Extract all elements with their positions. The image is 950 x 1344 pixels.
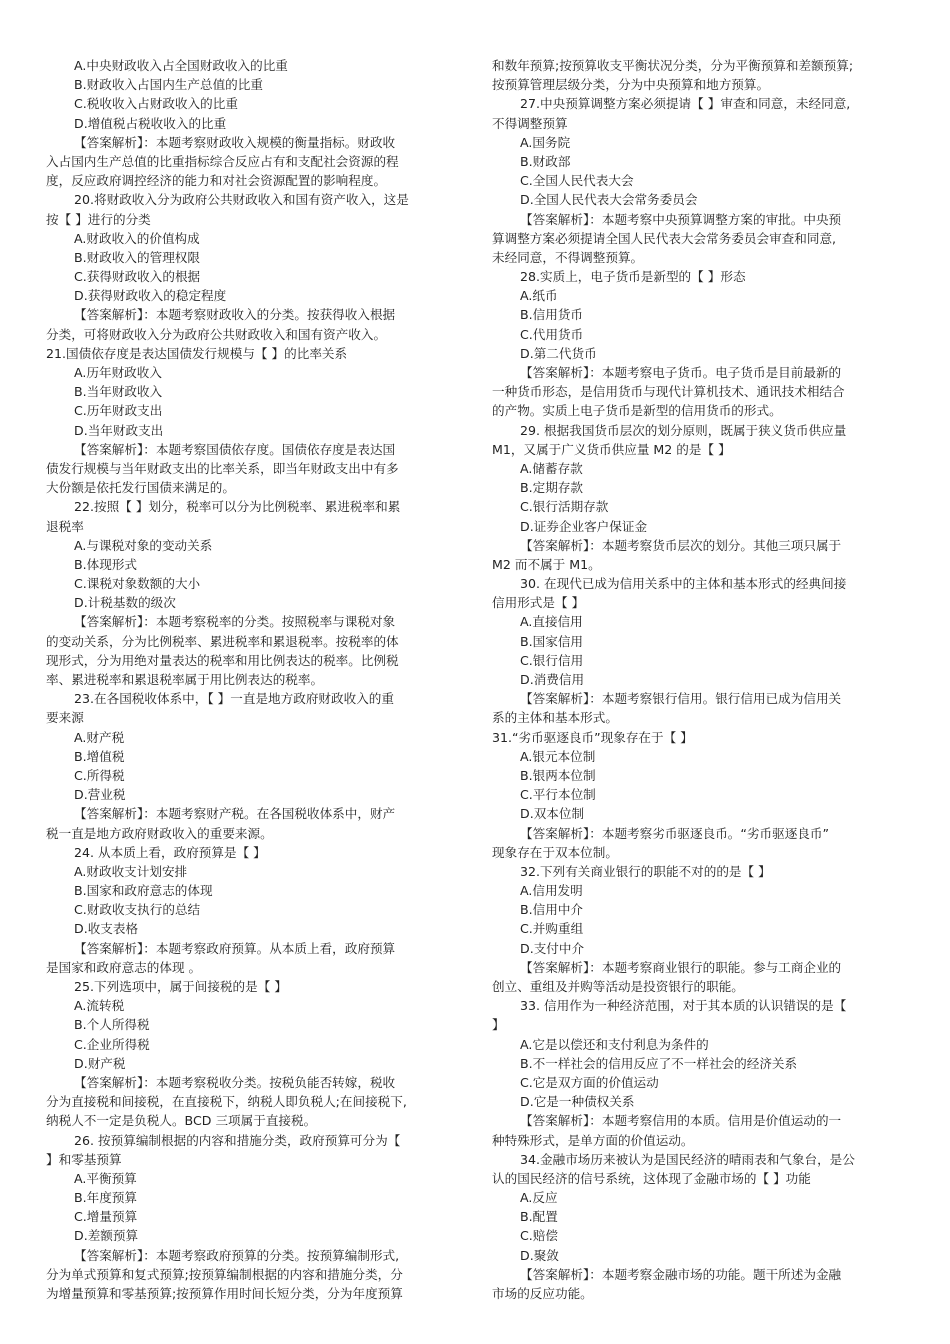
text-line: A.直接信用 xyxy=(520,614,583,630)
text-line: 【答案解析】：本题考察金融市场的功能。题干所述为金融 xyxy=(520,1266,842,1282)
text-line: D.当年财政支出 xyxy=(74,422,164,438)
text-line: C.赔偿 xyxy=(520,1228,558,1244)
text-line: 入占国内生产总值的比重指标综合反应占有和支配社会资源的程 xyxy=(46,153,399,169)
text-line: 【答案解析】：本题考察政府预算的分类。按预算编制形式, xyxy=(74,1247,400,1263)
text-line: 税一直是地方政府财政收入的重要来源。 xyxy=(46,825,273,841)
text-line: 】和零基预算 xyxy=(46,1151,122,1167)
text-line: 【答案解析】：本题考察财政收入的分类。按获得收入根据 xyxy=(74,307,396,323)
text-line: D.聚敛 xyxy=(520,1247,559,1263)
text-line: M2 而不属于 M1。 xyxy=(492,556,601,572)
text-line: A.财政收入的价值构成 xyxy=(74,230,200,246)
text-line: A.银元本位制 xyxy=(520,748,596,764)
text-line: 现象存在于双本位制。 xyxy=(492,844,618,860)
text-line: 一种货币形态，是信用货币与现代计算机技术、通讯技术相结合 xyxy=(492,384,845,400)
text-line: 【答案解析】：本题考察信用的本质。信用是价值运动的一 xyxy=(520,1113,842,1129)
text-line: 33. 信用作为一种经济范围，对于其本质的认识错误的是【 xyxy=(520,998,847,1014)
text-line: D.财产税 xyxy=(74,1055,126,1071)
text-line: C.税收收入占财政收入的比重 xyxy=(74,96,238,112)
text-line: B.信用中介 xyxy=(520,902,584,918)
text-line: C.银行信用 xyxy=(520,652,584,668)
text-line: 不得调整预算 xyxy=(492,115,568,131)
text-line: B.财政部 xyxy=(520,153,571,169)
text-line: A.它是以偿还和支付利息为条件的 xyxy=(520,1036,709,1052)
text-line: 退税率 xyxy=(46,518,84,534)
text-line: 【答案解析】：本题考察货币层次的划分。其他三项只属于 xyxy=(520,537,842,553)
text-line: A.反应 xyxy=(520,1190,558,1206)
text-line: 市场的反应功能。 xyxy=(492,1286,593,1301)
text-line: 【答案解析】：本题考察税收分类。按税负能否转嫁，税收 xyxy=(74,1074,396,1090)
text-line: 系的主体和基本形式。 xyxy=(492,710,618,726)
text-line: 【答案解析】：本题考察银行信用。银行信用已成为信用关 xyxy=(520,691,842,707)
text-line: A.储蓄存款 xyxy=(520,460,583,476)
text-line: C.全国人民代表大会 xyxy=(520,173,634,189)
right-column xyxy=(492,56,906,1303)
text-line: D.获得财政收入的稳定程度 xyxy=(74,288,227,304)
text-line: A.流转税 xyxy=(74,998,125,1014)
text-line: C.历年财政支出 xyxy=(74,403,163,419)
text-line: B.不一样社会的信用反应了不一样社会的经济关系 xyxy=(520,1055,798,1071)
text-line: C.平行本位制 xyxy=(520,787,596,803)
text-line: 【答案解析】：本题考察政府预算。从本质上看，政府预算 xyxy=(74,940,396,956)
text-line: C.获得财政收入的根据 xyxy=(74,269,201,285)
text-line: A.与课税对象的变动关系 xyxy=(74,537,213,553)
text-line: B.信用货币 xyxy=(520,307,584,323)
text-line: D.营业税 xyxy=(74,787,126,803)
text-line: 度，反应政府调控经济的能力和对社会资源配置的影响程度。 xyxy=(46,173,387,189)
text-line: A.国务院 xyxy=(520,134,571,150)
text-line: D.证券企业客户保证金 xyxy=(520,518,648,534)
text-line: 为增量预算和零基预算;按预算作用时间长短分类，分为年度预算 xyxy=(46,1286,403,1301)
text-line: C.银行活期存款 xyxy=(520,499,609,515)
text-line: D.支付中介 xyxy=(520,940,585,956)
text-line: D.增值税占税收收入的比重 xyxy=(74,115,227,131)
text-line: 【答案解析】：本题考察财政收入规模的衡量指标。财政收 xyxy=(74,134,396,150)
text-line: B.体现形式 xyxy=(74,556,138,572)
text-line: A.纸币 xyxy=(520,288,558,304)
text-line: 认的国民经济的信号系统，这体现了金融市场的【 】功能 xyxy=(492,1170,811,1186)
text-line: D.它是一种债权关系 xyxy=(520,1094,635,1110)
text-line: A.平衡预算 xyxy=(74,1170,137,1186)
text-line: 债发行规模与当年财政支出的比率关系，即当年财政支出中有多 xyxy=(46,460,399,476)
text-line: 分为直接税和间接税，在直接税下，纳税人即负税人;在间接税下, xyxy=(46,1094,407,1110)
text-line: 【答案解析】：本题考察财产税。在各国税收体系中，财产 xyxy=(74,806,396,822)
text-line: A.信用发明 xyxy=(520,883,583,899)
text-line: 【答案解析】：本题考察劣币驱逐良币。“劣币驱逐良币” xyxy=(520,825,829,841)
text-line: 大份额是依托发行国债来满足的。 xyxy=(46,480,235,496)
text-line: 23.在各国税收体系中，【 】一直是地方政府财政收入的重 xyxy=(74,691,394,707)
text-line: 【答案解析】：本题考察商业银行的职能。参与工商企业的 xyxy=(520,959,842,975)
text-line: 和数年预算;按预算收支平衡状况分类，分为平衡预算和差额预算; xyxy=(492,58,854,73)
text-line: 20.将财政收入分为政府公共财政收入和国有资产收入，这是 xyxy=(74,192,409,208)
text-line: 现形式，分为用绝对量表达的税率和用比例表达的税率。比例税 xyxy=(46,652,399,668)
text-line: B.国家和政府意志的体现 xyxy=(74,883,213,899)
text-line: 28.实质上，电子货币是新型的【 】形态 xyxy=(520,269,746,285)
text-line: 按预算管理层级分类，分为中央预算和地方预算。 xyxy=(492,77,770,93)
text-line: C.课税对象数额的大小 xyxy=(74,576,201,592)
text-line: D.双本位制 xyxy=(520,806,585,822)
text-line: 【答案解析】：本题考察税率的分类。按照税率与课税对象 xyxy=(74,614,396,630)
text-line: D.消费信用 xyxy=(520,672,585,687)
text-line: 创立、重组及并购等活动是投资银行的职能。 xyxy=(492,979,744,994)
text-line: 26. 按预算编制根据的内容和措施分类，政府预算可分为【 xyxy=(74,1132,401,1148)
text-line: 22.按照【 】划分，税率可以分为比例税率、累进税率和累 xyxy=(74,499,401,515)
text-line: B.财政收入占国内生产总值的比重 xyxy=(74,77,263,93)
text-line: 】 xyxy=(492,1017,505,1033)
text-line: 25.下列选项中，属于间接税的是【 】 xyxy=(74,979,287,994)
text-line: B.银两本位制 xyxy=(520,767,596,783)
text-line: A.历年财政收入 xyxy=(74,365,162,380)
text-line: M1，又属于广义货币供应量 M2 的是【 】 xyxy=(492,441,731,457)
text-line: A.中央财政收入占全国财政收入的比重 xyxy=(74,58,288,73)
text-line: C.增量预算 xyxy=(74,1209,138,1225)
text-line: 21.国债依存度是表达国债发行规模与【 】的比率关系 xyxy=(46,345,348,361)
text-line: C.并购重组 xyxy=(520,921,584,937)
text-line: A.财产税 xyxy=(74,729,125,745)
text-line: 【答案解析】：本题考察电子货币。电子货币是目前最新的 xyxy=(520,365,842,380)
text-line: 种特殊形式，是单方面的价值运动。 xyxy=(492,1132,694,1148)
text-line: 按【 】进行的分类 xyxy=(46,211,151,227)
text-line: 率、累进税率和累退税率属于用比例表达的税率。 xyxy=(46,672,324,687)
text-line: A.财政收支计划安排 xyxy=(74,863,188,879)
text-line: B.国家信用 xyxy=(520,633,584,649)
text-line: 34.金融市场历来被认为是国民经济的晴雨表和气象台，是公 xyxy=(520,1151,855,1167)
text-line: B.增值税 xyxy=(74,748,125,764)
text-line: D.差额预算 xyxy=(74,1228,139,1244)
text-line: 的产物。实质上电子货币是新型的信用货币的形式。 xyxy=(492,403,782,419)
left-column xyxy=(46,56,462,1303)
text-line: 31.“劣币驱逐良币”现象存在于【 】 xyxy=(492,729,693,745)
text-line: B.定期存款 xyxy=(520,480,584,496)
text-line: 信用形式是【 】 xyxy=(492,595,585,611)
text-line: 分类，可将财政收入分为政府公共财政收入和国有资产收入。 xyxy=(46,326,387,342)
text-line: 24. 从本质上看，政府预算是【 】 xyxy=(74,844,266,860)
text-line: D.收支表格 xyxy=(74,921,139,937)
text-line: 的变动关系，分为比例税率、累进税率和累退税率。按税率的体 xyxy=(46,633,399,649)
text-line: 未经同意，不得调整预算。 xyxy=(492,249,644,265)
text-line: D.第二代货币 xyxy=(520,345,597,361)
text-line: 纳税人不一定是负税人。BCD 三项属于直接税。 xyxy=(46,1113,317,1129)
text-line: 29. 根据我国货币层次的划分原则，既属于狭义货币供应量 xyxy=(520,422,847,438)
text-line: 是国家和政府意志的体现 。 xyxy=(46,959,202,975)
text-line: B.财政收入的管理权限 xyxy=(74,249,200,265)
text-line: 27.中央预算调整方案必须提请【 】审查和同意，未经同意, xyxy=(520,96,851,112)
text-line: D.计税基数的级次 xyxy=(74,595,176,611)
text-line: 【答案解析】：本题考察国债依存度。国债依存度是表达国 xyxy=(74,441,396,457)
text-line: 【答案解析】：本题考察中央预算调整方案的审批。中央预 xyxy=(520,211,842,227)
text-line: 算调整方案必须提请全国人民代表大会常务委员会审查和同意, xyxy=(492,230,837,246)
text-line: B.配置 xyxy=(520,1209,558,1225)
text-line: B.年度预算 xyxy=(74,1190,138,1206)
text-line: 30. 在现代已成为信用关系中的主体和基本形式的经典间接 xyxy=(520,576,847,592)
text-line: C.代用货币 xyxy=(520,326,584,342)
text-line: D.全国人民代表大会常务委员会 xyxy=(520,192,698,208)
text-line: 32.下列有关商业银行的职能不对的的是【 】 xyxy=(520,863,771,879)
text-line: B.个人所得税 xyxy=(74,1017,150,1033)
text-line: C.它是双方面的价值运动 xyxy=(520,1074,659,1090)
text-line: C.所得税 xyxy=(74,767,125,783)
text-line: 要来源 xyxy=(46,710,84,726)
text-line: 分为单式预算和复式预算;按预算编制根据的内容和措施分类，分 xyxy=(46,1266,403,1282)
text-line: B.当年财政收入 xyxy=(74,384,163,400)
text-line: C.企业所得税 xyxy=(74,1036,150,1052)
text-line: C.财政收支执行的总结 xyxy=(74,902,201,918)
